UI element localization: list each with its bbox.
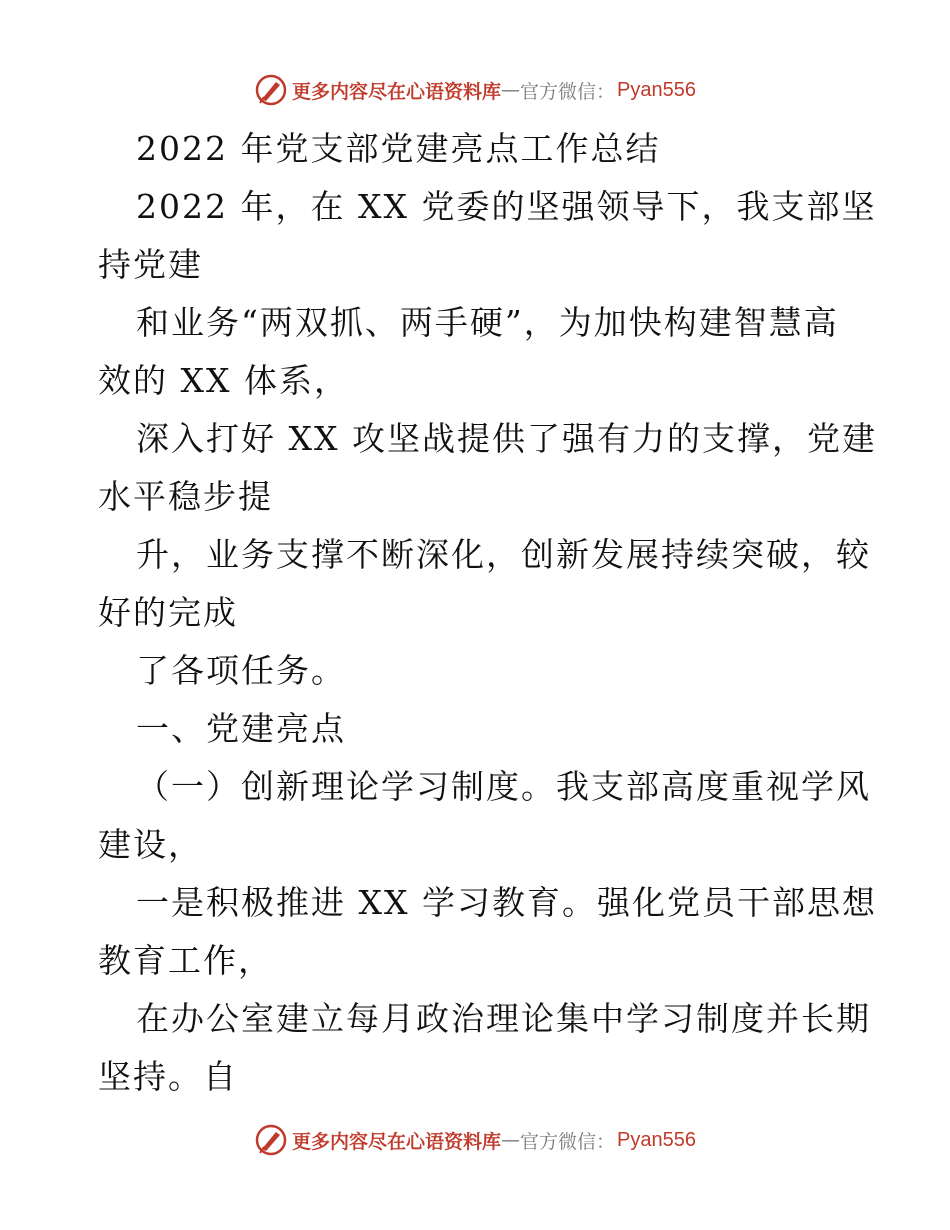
quill-pen-logo-icon xyxy=(254,73,288,107)
paragraph-line: 建设， xyxy=(98,825,203,864)
watermark-official-label: 官方微信： xyxy=(520,1130,616,1153)
section-heading: 一、党建亮点 xyxy=(136,709,346,748)
watermark-dash: — xyxy=(501,79,521,101)
document-title: 2022 年党支部党建亮点工作总结 xyxy=(136,129,661,168)
paragraph-line: 水平稳步提 xyxy=(98,477,273,516)
paragraph-line: 2022 年，在 XX 党委的坚强领导下，我支部坚 xyxy=(136,187,877,226)
paragraph-line: 在办公室建立每月政治理论集中学习制度并长期 xyxy=(136,999,871,1038)
document-body xyxy=(98,120,877,1106)
paragraph-line: 一是积极推进 XX 学习教育。强化党员干部思想 xyxy=(136,883,877,922)
footer-watermark-banner xyxy=(0,1120,950,1160)
paragraph-line: 升，业务支撑不断深化，创新发展持续突破，较 xyxy=(136,535,871,574)
watermark-brand-text: 更多内容尽在心语资料库 xyxy=(292,1130,502,1153)
paragraph-line: 深入打好 XX 攻坚战提供了强有力的支撑，党建 xyxy=(136,419,877,458)
header-watermark-banner xyxy=(0,70,950,110)
paragraph-line: 坚持。自 xyxy=(98,1057,238,1096)
watermark-brand-text: 更多内容尽在心语资料库 xyxy=(292,80,502,103)
paragraph-line: 了各项任务。 xyxy=(136,651,346,690)
paragraph-line: 和业务“两双抓、两手硬”，为加快构建智慧高 xyxy=(136,303,839,342)
quill-pen-logo-icon xyxy=(254,1123,288,1157)
subsection-heading: （一）创新理论学习制度。我支部高度重视学风 xyxy=(136,767,871,806)
paragraph-line: 效的 XX 体系， xyxy=(98,361,349,400)
paragraph-line: 好的完成 xyxy=(98,593,238,632)
watermark-official-label: 官方微信： xyxy=(520,80,616,103)
watermark-wechat-id: Pyan556 xyxy=(617,1128,696,1151)
watermark-dash: — xyxy=(501,1129,521,1151)
paragraph-line: 持党建 xyxy=(98,245,203,284)
watermark-wechat-id: Pyan556 xyxy=(617,78,696,101)
paragraph-line: 教育工作， xyxy=(98,941,273,980)
